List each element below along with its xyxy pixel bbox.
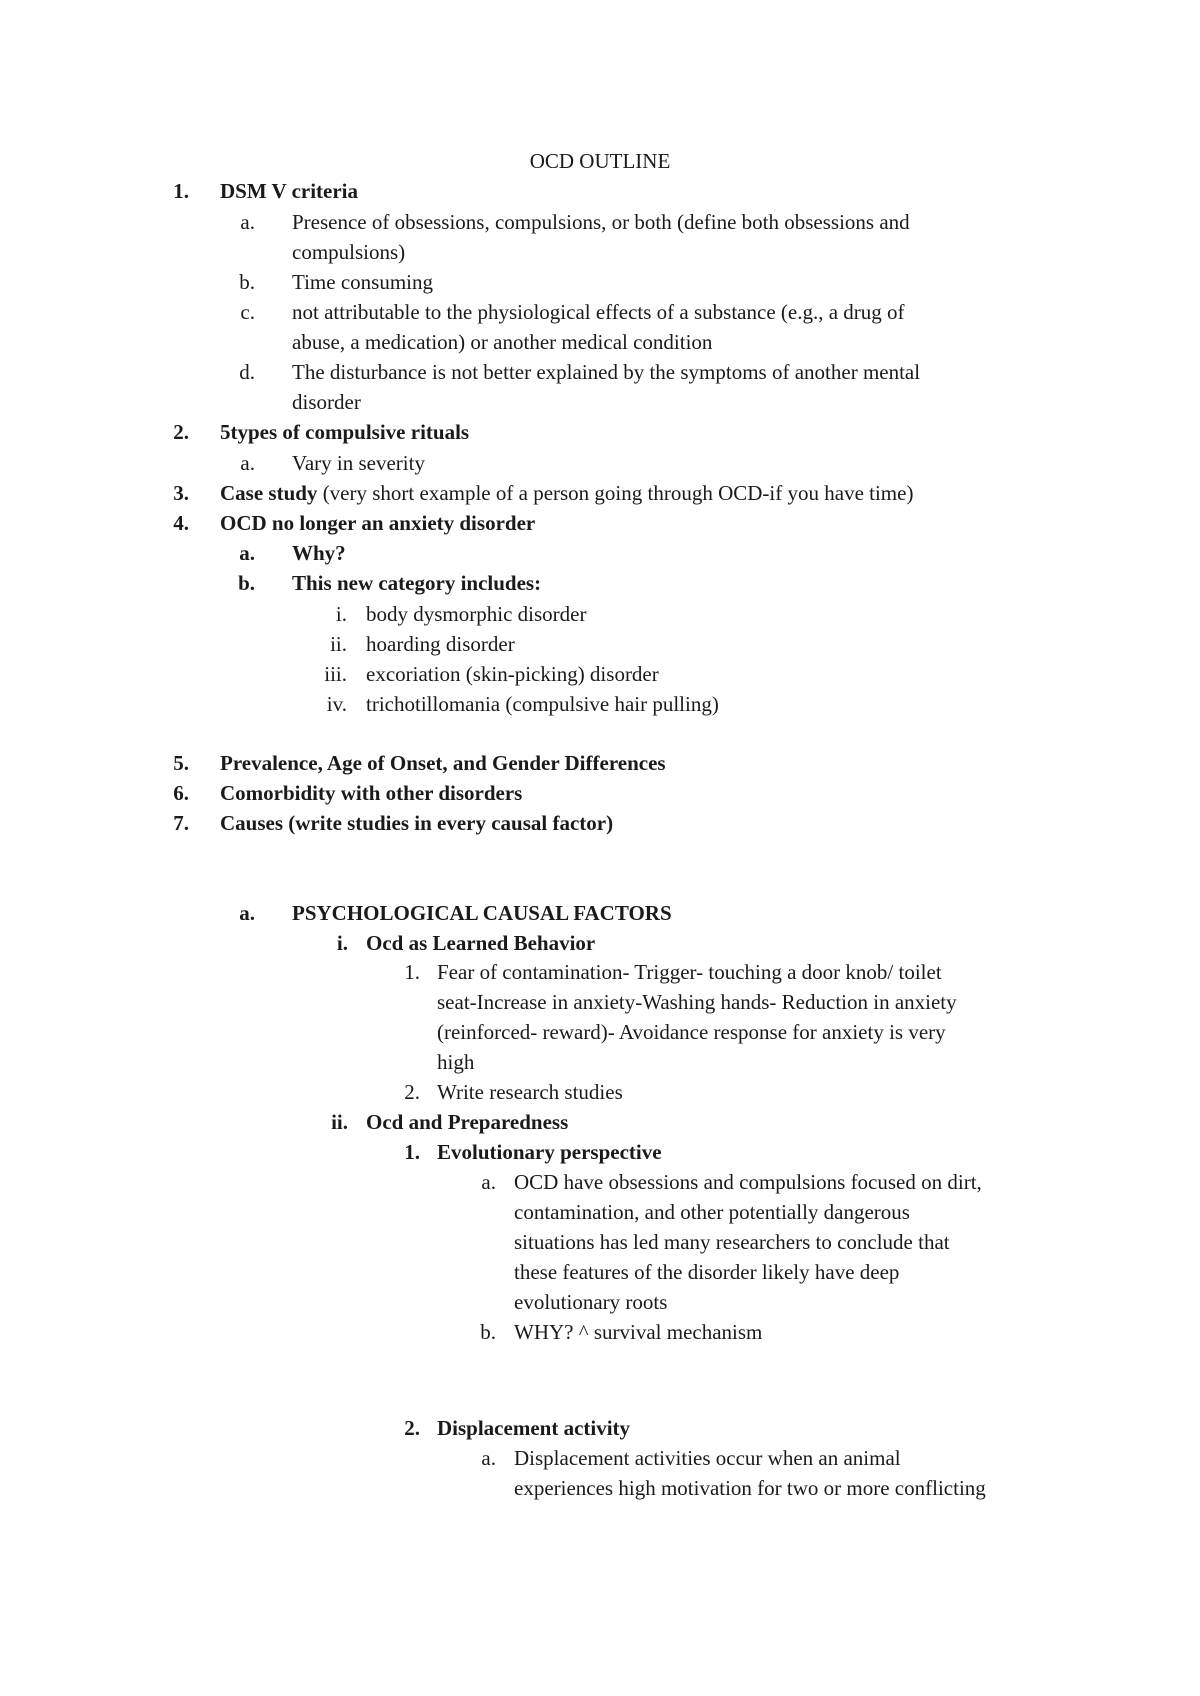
outline-item — [0, 1167, 1200, 1197]
item-text — [514, 1257, 899, 1287]
item-text-main: hoarding disorder — [366, 632, 515, 656]
item-marker: iii. — [324, 662, 347, 686]
item-text-main: Comorbidity with other disorders — [220, 781, 523, 805]
item-text-main: not attributable to the physiological effects of a substance (e.g., a drug of — [292, 300, 905, 324]
item-marker: b. — [480, 1320, 496, 1344]
outline-item — [0, 297, 1200, 327]
item-text — [220, 176, 358, 206]
item-text-main: Vary in severity — [292, 451, 425, 475]
outline-item — [0, 478, 1200, 508]
item-marker: 2. — [404, 1080, 420, 1104]
item-marker: 1. — [404, 960, 420, 984]
item-text — [514, 1317, 762, 1347]
item-text — [220, 778, 522, 808]
item-text — [292, 538, 346, 568]
item-marker: c. — [240, 300, 255, 324]
outline-item — [0, 1077, 1200, 1107]
outline-item — [0, 1413, 1200, 1443]
outline-item — [0, 327, 1200, 357]
item-text — [220, 808, 613, 838]
item-text — [514, 1227, 950, 1257]
item-text-main: Causes (write studies in every causal factor) — [220, 811, 614, 835]
item-text-main: OCD no longer an anxiety disorder — [220, 511, 536, 535]
item-marker: b. — [238, 571, 255, 595]
item-text-main: evolutionary roots — [514, 1290, 668, 1314]
item-text — [437, 1017, 946, 1047]
outline-item — [0, 1317, 1200, 1347]
item-marker: 2. — [173, 420, 189, 444]
outline-item — [0, 957, 1200, 987]
item-text — [292, 207, 910, 237]
item-text-main: Fear of contamination- Trigger- touching a door knob/ toilet — [437, 960, 942, 984]
item-text-main: abuse, a medication) or another medical condition — [292, 330, 713, 354]
item-marker: 3. — [173, 481, 189, 505]
item-text-main: DSM V criteria — [220, 179, 359, 203]
item-text — [292, 357, 920, 387]
item-text — [292, 568, 541, 598]
outline-item — [0, 1227, 1200, 1257]
item-text-main: situations has led many researchers to conclude that — [514, 1230, 950, 1254]
outline-item — [0, 1107, 1200, 1137]
outline-item — [0, 689, 1200, 719]
item-text-main: experiences high motivation for two or more conflicting — [514, 1476, 986, 1500]
item-text — [292, 267, 433, 297]
item-text-main: Evolutionary perspective — [437, 1140, 662, 1164]
outline-item — [0, 928, 1200, 958]
item-text-main: Displacement activities occur when an animal — [514, 1446, 901, 1470]
item-marker: i. — [335, 602, 347, 626]
item-text — [514, 1473, 986, 1503]
item-text — [514, 1167, 982, 1197]
item-text — [437, 1077, 623, 1107]
item-text-main: The disturbance is not better explained by the symptoms of another mental — [292, 360, 921, 384]
outline-item — [0, 1287, 1200, 1317]
item-text-main: Presence of obsessions, compulsions, or both (define both obsessions and — [292, 210, 910, 234]
outline-item — [0, 1137, 1200, 1167]
item-text — [220, 508, 535, 538]
item-text — [437, 957, 942, 987]
outline-item — [0, 599, 1200, 629]
item-marker: 5. — [173, 751, 189, 775]
item-text — [437, 1413, 630, 1443]
item-marker: 6. — [173, 781, 189, 805]
item-text — [292, 387, 361, 417]
item-text — [366, 689, 719, 719]
item-text-main: Displacement activity — [437, 1416, 631, 1440]
item-text-main: contamination, and other potentially dangerous — [514, 1200, 910, 1224]
item-text — [366, 928, 595, 958]
outline-item — [0, 659, 1200, 689]
item-text — [437, 987, 957, 1017]
item-text — [292, 297, 905, 327]
item-text-main: Why? — [292, 541, 346, 565]
item-marker: ii. — [331, 1110, 348, 1134]
outline-item — [0, 629, 1200, 659]
item-text-main: seat-Increase in anxiety-Washing hands- Reduction in anxiety — [437, 990, 957, 1014]
item-marker: i. — [336, 931, 348, 955]
item-text-main: OCD have obsessions and compulsions focused on dirt, — [514, 1170, 982, 1194]
item-marker: ii. — [330, 632, 347, 656]
item-text-main: high — [437, 1050, 475, 1074]
outline-item — [0, 1017, 1200, 1047]
item-text — [366, 599, 586, 629]
item-text — [292, 898, 672, 928]
outline-item — [0, 1047, 1200, 1077]
item-marker: d. — [239, 360, 255, 384]
item-text-main: Write research studies — [437, 1080, 623, 1104]
item-text — [292, 237, 405, 267]
outline-item — [0, 387, 1200, 417]
item-text — [437, 1137, 662, 1167]
item-marker: 4. — [173, 511, 189, 535]
outline-item — [0, 207, 1200, 237]
item-text-main: excoriation (skin-picking) disorder — [366, 662, 659, 686]
item-text — [220, 478, 913, 508]
item-marker: a. — [239, 901, 255, 925]
outline-item — [0, 808, 1200, 838]
item-text — [437, 1047, 474, 1077]
item-text — [366, 1107, 568, 1137]
item-text-main: 5types of compulsive rituals — [220, 420, 470, 444]
outline-item — [0, 267, 1200, 297]
outline-item — [0, 1473, 1200, 1503]
item-marker: a. — [239, 541, 255, 565]
item-text — [514, 1197, 910, 1227]
item-marker: a. — [240, 451, 255, 475]
item-text-tail: (very short example of a person going through OCD-if you have time) — [317, 481, 914, 505]
item-text — [514, 1287, 667, 1317]
item-text — [220, 748, 666, 778]
item-marker: iv. — [326, 692, 347, 716]
item-text-main: Time consuming — [292, 270, 433, 294]
item-text-main: Prevalence, Age of Onset, and Gender Differences — [220, 751, 666, 775]
item-text-main: Ocd and Preparedness — [366, 1110, 569, 1134]
document-title: OCD OUTLINE — [529, 149, 671, 173]
outline-item — [0, 1197, 1200, 1227]
item-text-main: This new category includes: — [292, 571, 542, 595]
item-text-main: WHY? ^ survival mechanism — [514, 1320, 763, 1344]
item-marker: a. — [481, 1446, 496, 1470]
item-text — [292, 448, 425, 478]
outline-item — [0, 778, 1200, 808]
outline-item — [0, 538, 1200, 568]
item-marker: 1. — [404, 1140, 420, 1164]
item-text — [220, 417, 469, 447]
item-marker: 1. — [173, 179, 189, 203]
outline-item — [0, 417, 1200, 447]
outline-item — [0, 508, 1200, 538]
item-text-main: compulsions) — [292, 240, 406, 264]
outline-item — [0, 1443, 1200, 1473]
outline-item — [0, 987, 1200, 1017]
item-text-main: these features of the disorder likely have deep — [514, 1260, 900, 1284]
item-text-main: (reinforced- reward)- Avoidance response for anxiety is very — [437, 1020, 946, 1044]
outline-item — [0, 898, 1200, 928]
outline-item — [0, 357, 1200, 387]
item-text — [366, 659, 659, 689]
item-marker: a. — [481, 1170, 496, 1194]
outline-item — [0, 237, 1200, 267]
item-text — [366, 629, 515, 659]
item-text-main: disorder — [292, 390, 361, 414]
item-text — [292, 327, 712, 357]
outline-item — [0, 748, 1200, 778]
item-text — [514, 1443, 901, 1473]
item-marker: b. — [239, 270, 255, 294]
item-text-main: Case study — [220, 481, 318, 505]
item-text-main: body dysmorphic disorder — [366, 602, 587, 626]
outline-item — [0, 1257, 1200, 1287]
outline-item — [0, 448, 1200, 478]
outline-item — [0, 176, 1200, 206]
item-marker: a. — [240, 210, 255, 234]
item-marker: 2. — [404, 1416, 420, 1440]
item-text-main: trichotillomania (compulsive hair pulling) — [366, 692, 719, 716]
item-text-main: Ocd as Learned Behavior — [366, 931, 596, 955]
item-marker: 7. — [173, 811, 189, 835]
item-text-main: PSYCHOLOGICAL CAUSAL FACTORS — [292, 901, 672, 925]
outline-item — [0, 568, 1200, 598]
